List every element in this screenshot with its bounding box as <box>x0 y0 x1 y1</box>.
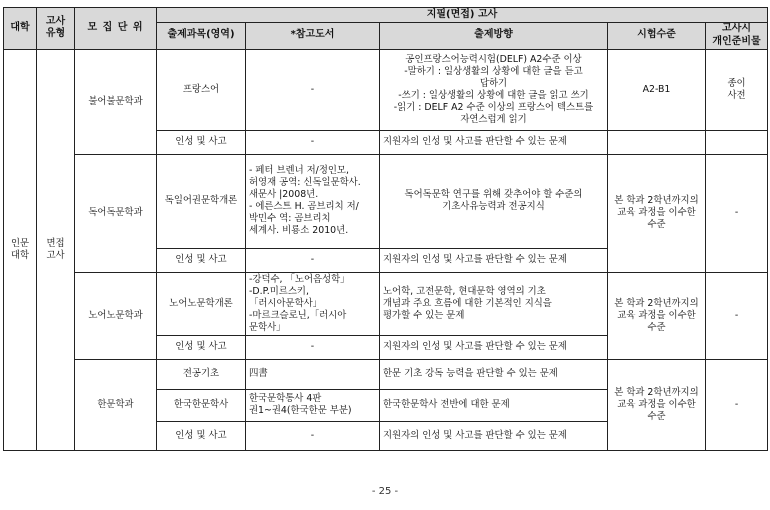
table-row <box>4 359 768 389</box>
subject-cell: 인성 및 사고 <box>157 335 246 359</box>
table-row <box>4 272 768 335</box>
header-exam-type: 고사 유형 <box>37 8 75 50</box>
dept-hanmun: 한문학과 <box>75 359 157 450</box>
exam-type-cell: 면접 고사 <box>37 49 75 450</box>
level-cell: A2-B1 <box>608 49 706 130</box>
subject-cell: 인성 및 사고 <box>157 248 246 272</box>
level-cell: 본 학과 2학년까지의 교육 과정을 이수한 수준 <box>608 154 706 272</box>
level-cell: 본 학과 2학년까지의 교육 과정을 이수한 수준 <box>608 359 706 450</box>
direction-cell: 지원자의 인성 및 사고를 판단할 수 있는 문제 <box>380 248 608 272</box>
page-number: - 25 - <box>371 486 399 497</box>
direction-cell: 공인프랑스어능력시험(DELF) A2수준 이상 -말하기 : 일상생활의 상황에 대한 글을 듣고 답하기 -쓰기 : 일상생활의 상황에 대한 글을 읽고 쓰기 -읽기 : DELF A2 수준 이상의 프랑스어 텍스트를 자연스럽게 읽기 <box>380 49 608 130</box>
reference-cell: 한국문학통사 4판 권1~권4(한국한문 부분) <box>246 389 380 421</box>
reference-cell: - <box>246 335 380 359</box>
header-materials: 고사시 개인준비물 <box>706 23 768 50</box>
subject-cell: 전공기초 <box>157 359 246 389</box>
college-cell: 인문 대학 <box>4 49 37 450</box>
direction-cell: 노어학, 고전문학, 현대문학 영역의 기초 개념과 주요 흐름에 대한 기본적인 지식을 평가할 수 있는 문제 <box>380 272 608 335</box>
materials-cell: - <box>706 272 768 359</box>
level-cell: 본 학과 2학년까지의 교육 과정을 이수한 수준 <box>608 272 706 359</box>
direction-cell: 지원자의 인성 및 사고를 판단할 수 있는 문제 <box>380 421 608 450</box>
materials-cell: 종이 사전 <box>706 49 768 130</box>
header-subject: 출제과목(영역) <box>157 23 246 50</box>
reference-cell: - <box>246 248 380 272</box>
subject-cell: 노어노문학개론 <box>157 272 246 335</box>
header-level: 시험수준 <box>608 23 706 50</box>
reference-cell: - 페터 브렌너 저/정인모, 허영재 공역: 신독일문학사. 새문사 |2008년. - 에른스트 H. 곰브리치 저/ 박민수 역: 곰브리치 세계사. 비룡소 2010년. <box>246 154 380 248</box>
direction-cell: 지원자의 인성 및 사고를 판단할 수 있는 문제 <box>380 130 608 154</box>
direction-cell: 독어독문학 연구를 위해 갖추어야 할 수준의 기초사유능력과 전공지식 <box>380 154 608 248</box>
materials-cell <box>706 130 768 154</box>
dept-russian: 노어노문학과 <box>75 272 157 359</box>
subject-cell: 독일어권문학개론 <box>157 154 246 248</box>
level-cell <box>608 130 706 154</box>
header-reference: *참고도서 <box>246 23 380 50</box>
reference-cell: - <box>246 49 380 130</box>
reference-cell: -강덕수, 「노어음성학」 -D.P.미르스키,「러시아문학사」 -마르크슬로닌,「러시아 문학사」 <box>246 272 380 335</box>
table-row <box>4 154 768 248</box>
reference-cell: - <box>246 421 380 450</box>
dept-french: 불어불문학과 <box>75 49 157 154</box>
reference-cell: - <box>246 130 380 154</box>
direction-cell: 한문 기초 강독 능력을 판단할 수 있는 문제 <box>380 359 608 389</box>
table-row <box>4 49 768 130</box>
dept-german: 독어독문학과 <box>75 154 157 272</box>
materials-cell: - <box>706 154 768 272</box>
subject-cell: 한국한문학사 <box>157 389 246 421</box>
subject-cell: 인성 및 사고 <box>157 130 246 154</box>
header-group: 지필(면접) 고사 <box>157 8 768 23</box>
header-direction: 출제방향 <box>380 23 608 50</box>
direction-cell: 한국한문학사 전반에 대한 문제 <box>380 389 608 421</box>
subject-cell: 프랑스어 <box>157 49 246 130</box>
materials-cell: - <box>706 359 768 450</box>
reference-cell: 四書 <box>246 359 380 389</box>
subject-cell: 인성 및 사고 <box>157 421 246 450</box>
exam-info-table <box>3 7 768 451</box>
direction-cell: 지원자의 인성 및 사고를 판단할 수 있는 문제 <box>380 335 608 359</box>
header-college: 대학 <box>4 8 37 50</box>
header-unit: 모 집 단 위 <box>75 8 157 50</box>
